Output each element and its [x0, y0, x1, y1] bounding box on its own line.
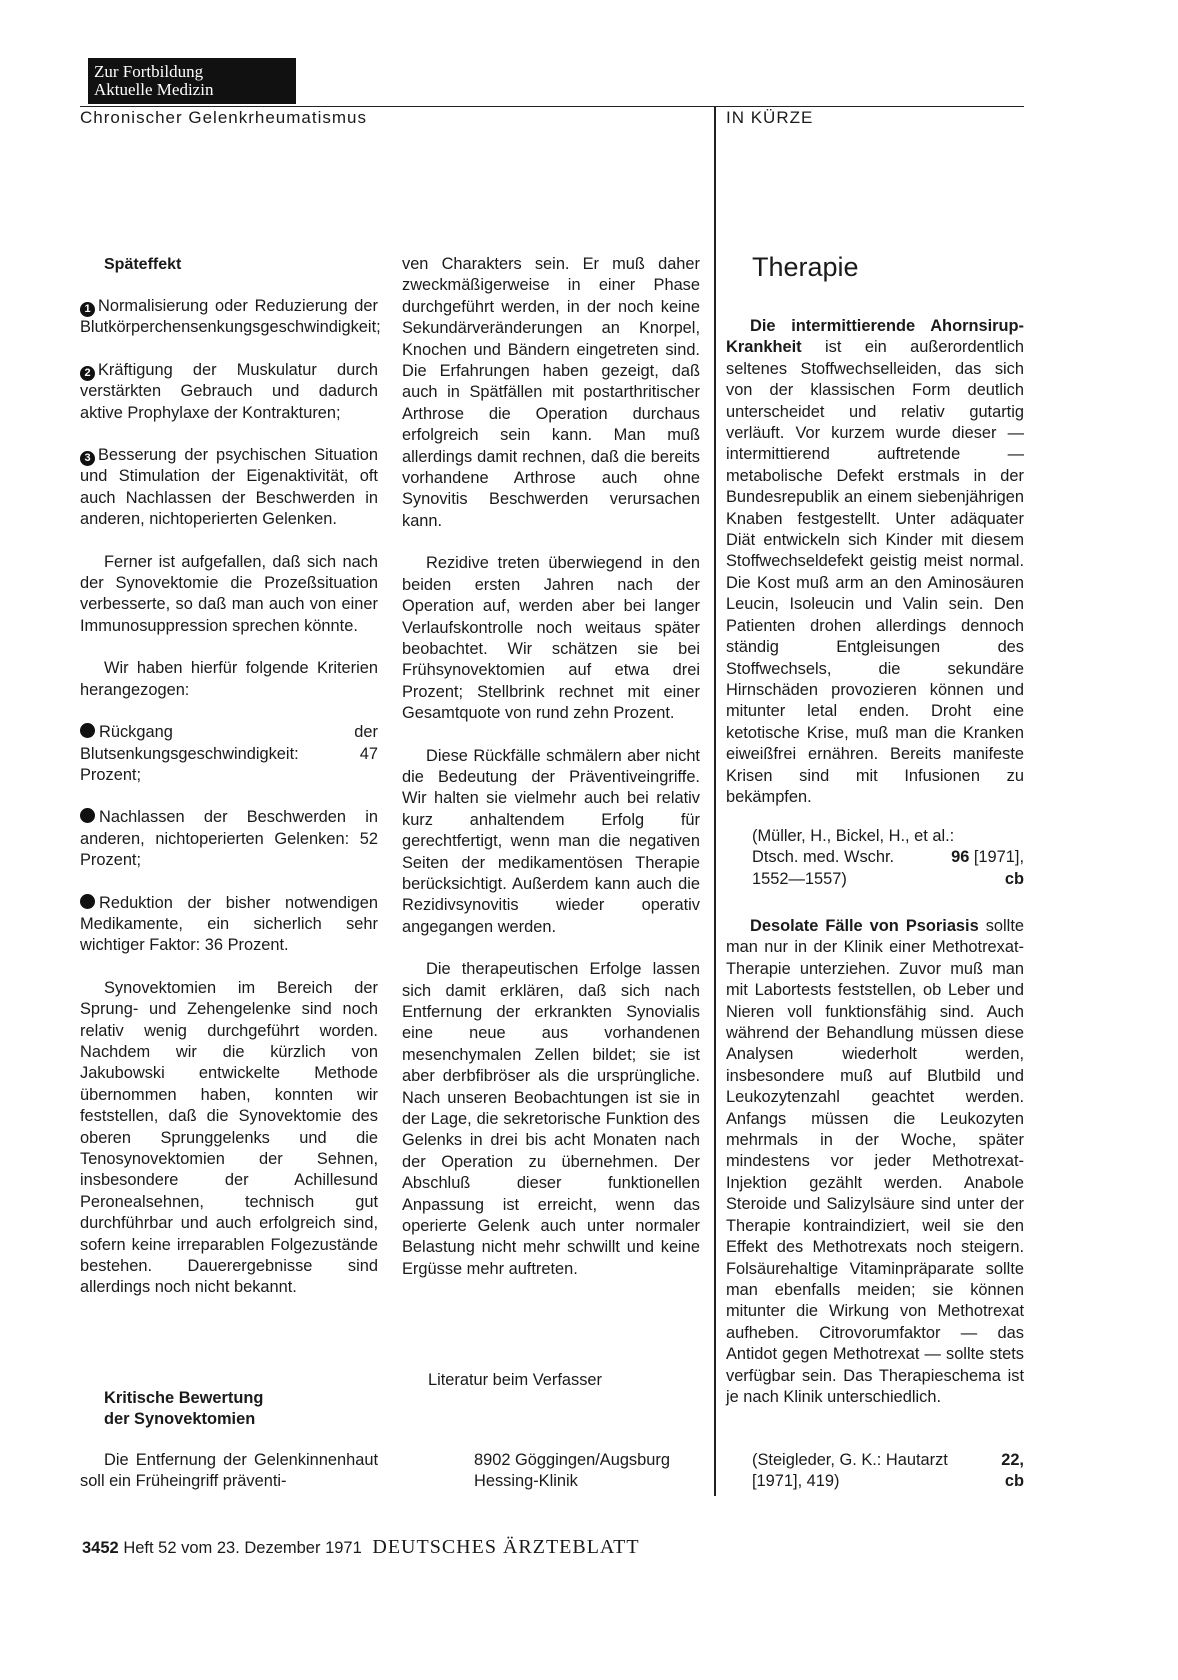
paragraph: Diese Rückfälle schmälern aber nicht die Bedeutung der Präventiveingriffe. Wir halten sie vielmehr auch bei relativ kurz anhaltendem Erfolg für gerechtfertigt, wenn man die negativen Seiten der medikamentösen Therapie berücksichtigt. Außerdem kann auch die Rezidivsynovitis wieder operativ angegangen werden.: [402, 746, 700, 936]
reference-2: [752, 1450, 1024, 1493]
number-3-icon: 3: [80, 451, 95, 466]
author-address: [474, 1450, 714, 1493]
paragraph: ven Charakters sein. Er muß daher zweckmäßigerweise in einer Phase durchgeführt werden, in der noch keine Sekundärveränderungen an Knorpel, Knochen und Bändern eingetreten sind. Die Erfahrungen haben gezeigt, daß auch in Spätfällen mit postarthritischer Arthrose die Operation durchaus erfolgreich sein kann. Man muß allerdings damit rechnen, daß die bereits vorhandene Arthrose auch ohne Synovitis Beschwerden verursachen kann.: [402, 255, 700, 530]
reference-2-volume: 22,: [1001, 1451, 1024, 1469]
reference-2-initials: cb: [1004, 1472, 1024, 1491]
bullet-item-2-text: Nachlassen der Beschwerden in anderen, nichtoperierten Gelenken: 52 Prozent;: [80, 808, 378, 870]
column-divider: [714, 106, 716, 1496]
numbered-item-1-text: Normalisierung oder Reduzierung der Blutkörperchensenkungsgeschwindigkeit;: [80, 297, 381, 337]
reference-2-line2: [752, 1471, 1024, 1492]
bullet-item-1: [80, 722, 378, 786]
bullet-item-3-text: Reduktion der bisher notwendigen Medikamente, ein sicherlich sehr wichtiger Faktor: 36 Prozent.: [80, 893, 378, 955]
reference-1-line2: [752, 847, 1024, 868]
issue-info: Heft 52 vom 23. Dezember 1971: [123, 1539, 362, 1557]
section-label-line2: Aktuelle Medizin: [94, 80, 214, 99]
paragraph: Wir haben hierfür folgende Kriterien herangezogen:: [80, 659, 378, 699]
news-item-2: [726, 916, 1024, 1408]
news-item-1: [726, 316, 1024, 808]
bullet-dot-icon: [80, 808, 95, 823]
numbered-item-1: [80, 296, 381, 339]
paragraph: Die Entfernung der Gelenkinnenhaut soll ein Früheingriff präventi-: [80, 1451, 378, 1491]
heading-kritische-bewertung-line1: Kritische Bewertung: [104, 1389, 264, 1407]
publication-name: DEUTSCHES ÄRZTEBLATT: [372, 1536, 640, 1558]
reference-1-journal: Dtsch. med. Wschr.: [752, 848, 895, 867]
news-item-1-headline: Die intermittierende Ahornsirup-Krankheit: [726, 317, 1024, 357]
bullet-item-3: [80, 893, 378, 957]
section-label: [88, 58, 296, 104]
paragraph: Rezidive treten überwiegend in den beiden ersten Jahren nach der Operation auf, werden aber bei langer Verlaufskontrolle noch weitaus später beobachtet. Wir schätzen sie bei Frühsynovektomien auf etwa drei Prozent; Stellbrink rechnet mit einer Gesamtquote von rund zehn Prozent.: [402, 554, 700, 723]
paragraph: Synovektomien im Bereich der Sprung- und Zehengelenke sind noch relativ wenig durchgeführt worden. Nachdem wir die kürzlich von Jakubowski entwickelte Methode übernommen haben, konnten wir feststellen, daß die Synovektomie des oberen Sprunggelenks und die Tenosynovektomien der Sehnen, insbesondere der Achillesund Peronealsehnen, technisch gut durchführbar und auch erfolgreich sind, sofern keine irreparablen Folgezustände bestehen. Dauerergebnisse sind allerdings noch nicht bekannt.: [80, 978, 378, 1297]
column-left: [80, 254, 381, 1320]
column-left-tail: [80, 1450, 378, 1514]
paragraph: Die therapeutischen Erfolge lassen sich damit erklären, daß sich nach Entfernung der erkrankten Synovialis eine neue aus vorhandenen mesenchymalen Zellen bildet; sie ist aber derbfibröser als die ursprüngliche. Nach unseren Beobachtungen ist sie in der Lage, die sekretorische Funktion des Gelenks in drei bis acht Monaten nach der Operation zu übernehmen. Der Abschluß dieser funktionellen Anpassung ist erreicht, wenn das operierte Gelenk auch unter normaler Belastung nicht mehr schwillt und keine Ergüsse mehr auftreten.: [402, 960, 700, 1278]
news-item-1-text: ist ein außerordentlich seltenes Stoffwechselleiden, das sich von der klassischen Form deutlich unterscheidet und relativ gutartig verläuft. Vor kurzem wurde dieser — intermittierend auftretende — metabolische Defekt erstmals in der Bundesrepublik an einem siebenjährigen Knaben festgestellt. Unter adäquater Diät entwickeln sich Kinder mit diesem Stoffwechseldefekt geistig meist normal. Die Kost muß arm an den Aminosäuren Leucin, Isoleucin und Valin sein. Den Patienten drohen allerdings dennoch ständig Entgleisungen des Stoffwechsels, die sekundäre Hirnschäden provozieren können und mitunter letal enden. Droht eine ketotische Krise, muß man die Kranken eiweißfrei ernähren. Bereits manifeste Krisen sind mit Infusionen zu bekämpfen.: [726, 338, 1024, 806]
sidebar-title: IN KÜRZE: [726, 108, 814, 127]
reference-1-year: [1971],: [973, 848, 1024, 867]
address-line1: 8902 Göggingen/Augsburg: [474, 1451, 670, 1469]
numbered-item-3: [80, 445, 378, 531]
section-label-line1: Zur Fortbildung: [94, 62, 204, 81]
bullet-item-1-text: Rückgang der Blutsenkungsgeschwindigkeit: 47 Prozent;: [80, 723, 378, 784]
column-right: [726, 316, 1024, 829]
number-2-icon: 2: [80, 366, 95, 381]
bullet-dot-icon: [80, 723, 95, 738]
heading-kritische-bewertung: [104, 1388, 384, 1430]
news-item-2-headline: Desolate Fälle von Psoriasis: [750, 917, 979, 935]
reference-1-volume: 96: [951, 848, 970, 867]
address-line2: Hessing-Klinik: [474, 1472, 578, 1491]
page-number: 3452: [82, 1539, 119, 1557]
heading-spaeteffekt: Späteffekt: [104, 256, 182, 273]
reference-2-year: [1971], 419): [752, 1472, 840, 1491]
column-right-2: [726, 916, 1024, 1429]
paragraph: Ferner ist aufgefallen, daß sich nach der Synovektomie die Prozeßsituation verbesserte, so daß man auch von einer Immunosuppression sprechen könnte.: [80, 552, 378, 635]
bullet-dot-icon: [80, 894, 95, 909]
bullet-item-2: [80, 807, 378, 871]
news-item-2-text: sollte man nur in der Klinik einer Methotrexat-Therapie unterziehen. Zuvor muß man mit Labortests feststellen, ob Leber und Nieren voll funktionsfähig sind. Auch während der Behandlung müssen diese Analysen wiederholt werden, insbesondere muß auf Blutbild und Leukozytenzahl geachtet werden. Anfangs müssen die Leukozyten mehrmals in der Woche, später mindestens vor jeder Methotrexat-Injektion gezählt werden. Anabole Steroide und Salizylsäure sind unter der Therapie kontraindiziert, weil sie den Effekt des Methotrexats noch steigern. Folsäurehaltige Vitaminpräparate sollte man ebenfalls meiden; sie können mitunter die Wirkung von Methotrexat aufheben. Citrovorumfaktor — das Antidot gegen Methotrexat — sollte stets verfügbar sein. Das Therapieschema ist je nach Klinik unterschiedlich.: [726, 917, 1024, 1406]
reference-2-line1: [752, 1450, 1024, 1471]
numbered-item-2: [80, 360, 378, 424]
reference-1-pages: 1552—1557): [752, 869, 847, 888]
column-middle: [402, 254, 700, 1301]
reference-1-line3: [752, 869, 1024, 890]
numbered-item-3-text: Besserung der psychischen Situation und Stimulation der Eigenaktivität, oft auch Nachlassen der Beschwerden in anderen, nichtoperierten Gelenken.: [80, 446, 378, 529]
therapie-title: Therapie: [752, 252, 859, 282]
reference-1-line1: (Müller, H., Bickel, H., et al.:: [752, 827, 955, 845]
number-1-icon: 1: [80, 302, 95, 317]
heading-kritische-bewertung-line2: der Synovektomien: [104, 1410, 256, 1428]
literature-note: Literatur beim Verfasser: [428, 1371, 602, 1389]
header-rule: [80, 106, 1024, 107]
reference-1-initials: cb: [1004, 869, 1024, 888]
numbered-item-2-text: Kräftigung der Muskulatur durch verstärkten Gebrauch und dadurch aktive Prophylaxe der Kontrakturen;: [80, 360, 378, 422]
reference-1: [752, 826, 1024, 890]
page-footer: [82, 1536, 640, 1559]
reference-2-source: (Steigleder, G. K.: Hautarzt: [752, 1451, 948, 1469]
section-title: Chronischer Gelenkrheumatismus: [80, 108, 367, 127]
